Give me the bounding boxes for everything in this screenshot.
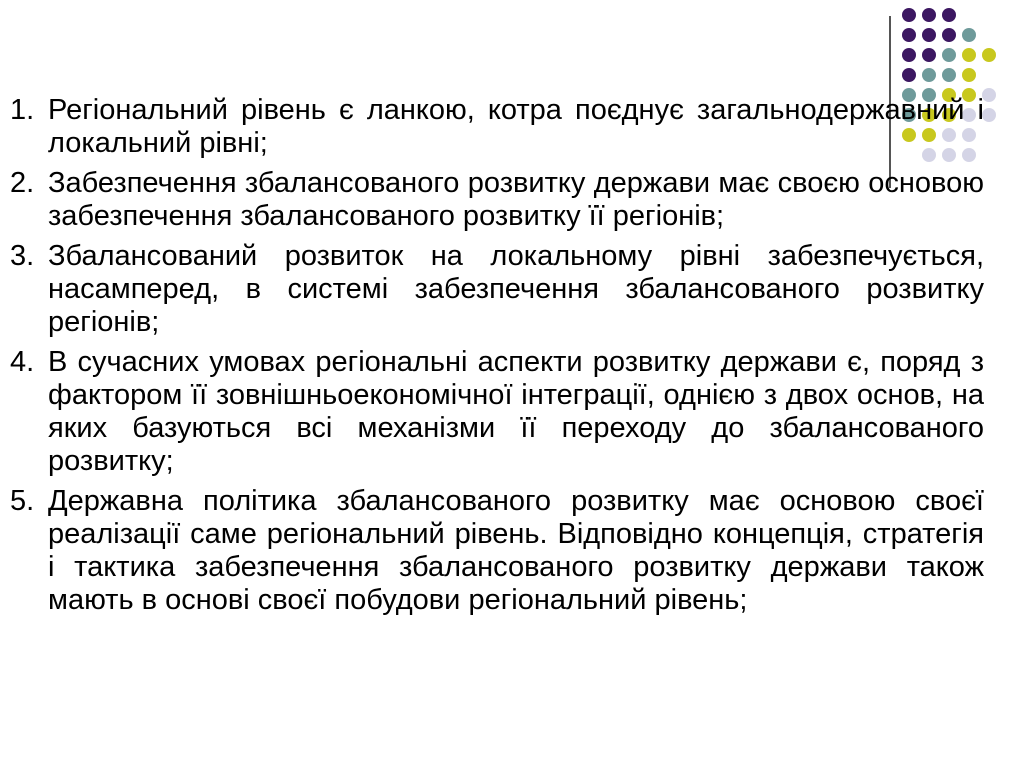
list-item-4	[10, 346, 984, 478]
list-item-number: 3.	[10, 240, 35, 272]
decorative-dot	[922, 8, 936, 22]
decorative-dot	[982, 88, 996, 102]
list-item-3	[10, 240, 984, 339]
decorative-dot	[922, 68, 936, 82]
decorative-dot	[902, 48, 916, 62]
numbered-list	[10, 94, 984, 624]
list-item-text: В сучасних умовах регіональні аспекти розвитку держави є, поряд з фактором її зовнішньоекономічної інтеграції, однією з двох основ, на яких базуються всі механізми її переходу до збалансованого розвитку;	[48, 346, 984, 477]
list-item-1	[10, 94, 984, 160]
list-item-text: Збалансований розвиток на локальному рівні забезпечується, насамперед, в системі забезпечення збалансованого розвитку регіонів;	[48, 240, 984, 338]
list-item-text: Регіональний рівень є ланкою, котра поєднує загальнодержавний і локальний рівні;	[48, 94, 984, 159]
decorative-dot	[942, 48, 956, 62]
decorative-dot	[922, 28, 936, 42]
list-item-number: 2.	[10, 167, 35, 199]
decorative-dot	[902, 68, 916, 82]
decorative-dot	[962, 68, 976, 82]
decorative-dot	[982, 108, 996, 122]
list-item-text: Державна політика збалансованого розвитку має основою своєї реалізації саме регіональний рівень. Відповідно концепція, стратегія і тактика забезпечення збалансованого розвитку держави також мають в основі своєї побудови регіональний рівень;	[48, 485, 984, 616]
decorative-dot	[942, 28, 956, 42]
decorative-dot	[922, 48, 936, 62]
decorative-dot	[962, 28, 976, 42]
decorative-dot	[962, 48, 976, 62]
decorative-dot	[942, 68, 956, 82]
list-item-2	[10, 167, 984, 233]
list-item-5	[10, 485, 984, 617]
list-item-number: 1.	[10, 94, 35, 126]
list-item-text: Забезпечення збалансованого розвитку держави має своєю основою забезпечення збалансованого розвитку її регіонів;	[48, 167, 984, 232]
decorative-dot	[902, 28, 916, 42]
decorative-dot	[902, 8, 916, 22]
list-item-number: 4.	[10, 346, 35, 378]
decorative-dot	[942, 8, 956, 22]
decorative-dot	[982, 48, 996, 62]
list-item-number: 5.	[10, 485, 35, 517]
